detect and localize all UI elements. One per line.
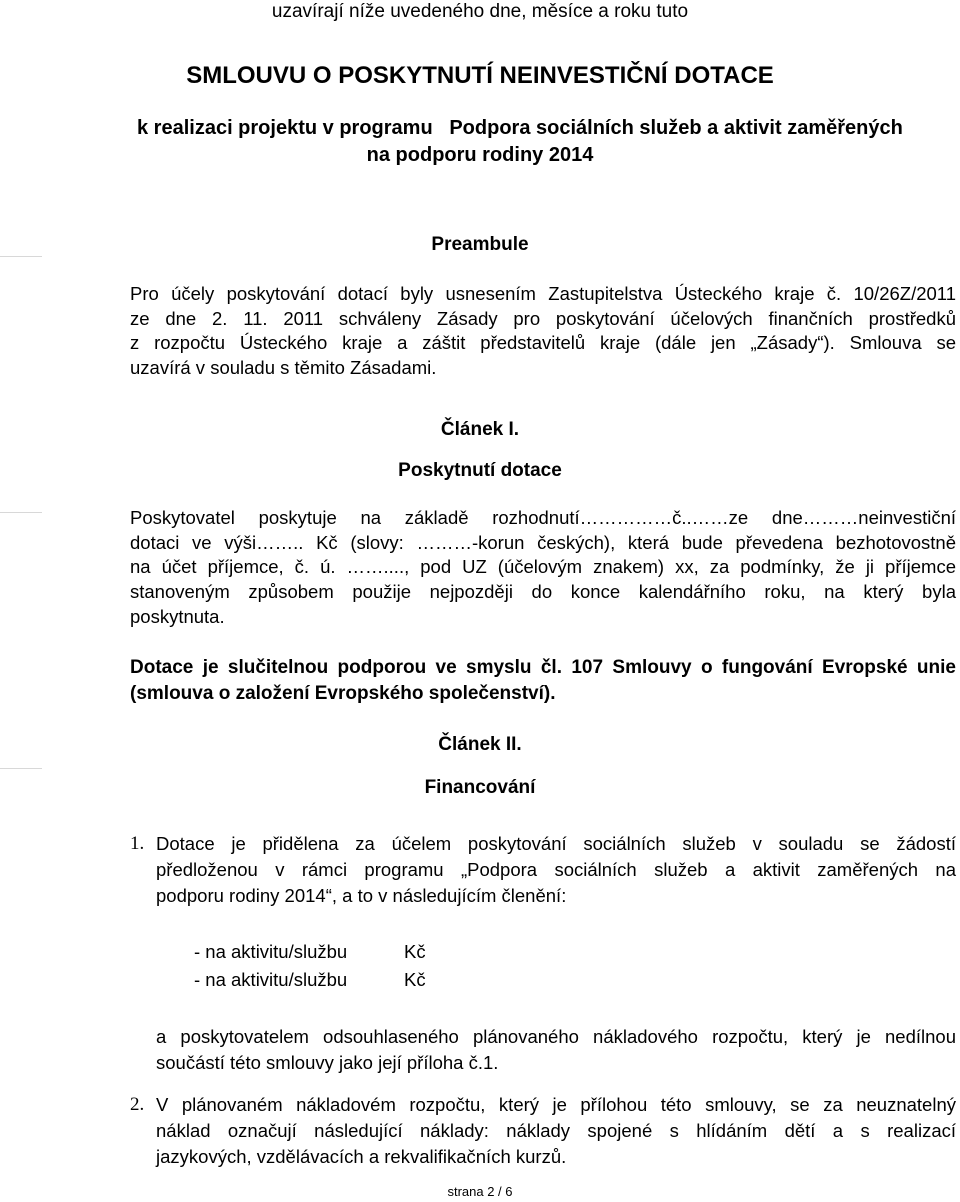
allocation-row-label: - na aktivitu/službu [194, 969, 348, 990]
preamble-line: uzavírá v souladu s těmito Zásadami. [130, 357, 437, 379]
article-1-line: stanoveným způsobem použije nejpozději do konce kalendářního roku, na který byla [130, 581, 956, 603]
item-1-continuation-line: součástí této smlouvy jako její příloha č.1. [156, 1052, 499, 1073]
margin-mark [0, 512, 42, 513]
item-1-paragraph [156, 831, 956, 909]
item-1-number: 1. [130, 833, 145, 854]
margin-mark [0, 256, 42, 257]
item-1-line: Dotace je přidělena za účelem poskytování sociálních služeb v souladu se žádostí [156, 833, 956, 854]
item-1-continuation-line: a poskytovatelem odsouhlaseného plánovaného nákladového rozpočtu, který je nedílnou [156, 1026, 956, 1047]
item-1-line: předloženou v rámci programu „Podpora sociálních služeb a aktivit zaměřených na [156, 859, 956, 880]
preamble-paragraph [130, 282, 956, 381]
article-2-title: Financování [424, 777, 536, 798]
page-number: strana 2 / 6 [447, 1184, 513, 1199]
preamble-line: Pro účely poskytování dotací byly usnesením Zastupitelstva Ústeckého kraje č. 10/26Z/2011 [130, 283, 956, 304]
preamble-line: ze dne 2. 11. 2011 schváleny Zásady pro poskytování účelových finančních prostředků [130, 307, 956, 329]
article-1-title: Poskytnutí dotace [398, 460, 562, 481]
compatibility-line: (smlouva o založení Evropského společenství). [130, 683, 556, 704]
allocation-row-unit: Kč [404, 969, 426, 990]
allocation-row-unit: Kč [404, 941, 426, 962]
item-2-line: jazykových, vzdělávacích a rekvalifikačních kurzů. [156, 1146, 567, 1167]
article-1-line: na účet příjemce, č. ú. ……...., pod UZ (účelovým znakem) xx, za podmínky, že ji příjemce [130, 556, 956, 578]
compatibility-line: Dotace je slučitelnou podporou ve smyslu čl. 107 Smlouvy o fungování Evropské unie [130, 657, 956, 678]
article-1-line: Poskytovatel poskytuje na základě rozhodnutí……………č..……ze dne………neinvestiční [130, 507, 956, 528]
preamble-line: z rozpočtu Ústeckého kraje a záštit představitelů kraje (dále jen „Zásady“). Smlouva se [130, 332, 956, 354]
document-title: SMLOUVU O POSKYTNUTÍ NEINVESTIČNÍ DOTACE [186, 62, 774, 89]
compatibility-statement [130, 655, 956, 707]
item-2-line: náklad označují následující náklady: náklady spojené s hlídáním dětí a s realizací [156, 1120, 956, 1141]
subtitle-line-2: na podporu rodiny 2014 [366, 144, 594, 166]
item-1-continuation [156, 1024, 956, 1076]
article-1-paragraph [130, 506, 956, 630]
item-1-line: podporu rodiny 2014“, a to v následujícím členění: [156, 885, 567, 906]
item-2-paragraph [156, 1092, 956, 1170]
item-2-line: V plánovaném nákladovém rozpočtu, který je přílohou této smlouvy, se za neuznatelný [156, 1094, 956, 1115]
article-1-line: poskytnuta. [130, 605, 225, 627]
article-1-line: dotaci ve výši…….. Kč (slovy: ………-korun českých), která bude převedena bezhotovostně [130, 531, 956, 553]
article-2-number: Článek II. [438, 734, 522, 755]
allocation-row-label: - na aktivitu/službu [194, 941, 348, 962]
margin-mark [0, 768, 42, 769]
subtitle-line-1: k realizaci projektu v programu Podpora sociálních služeb a aktivit zaměřených [137, 117, 903, 139]
preamble-heading: Preambule [431, 234, 529, 255]
article-1-number: Článek I. [440, 419, 520, 440]
item-2-number: 2. [130, 1094, 145, 1115]
header-line: uzavírají níže uvedeného dne, měsíce a roku tuto [271, 1, 689, 22]
